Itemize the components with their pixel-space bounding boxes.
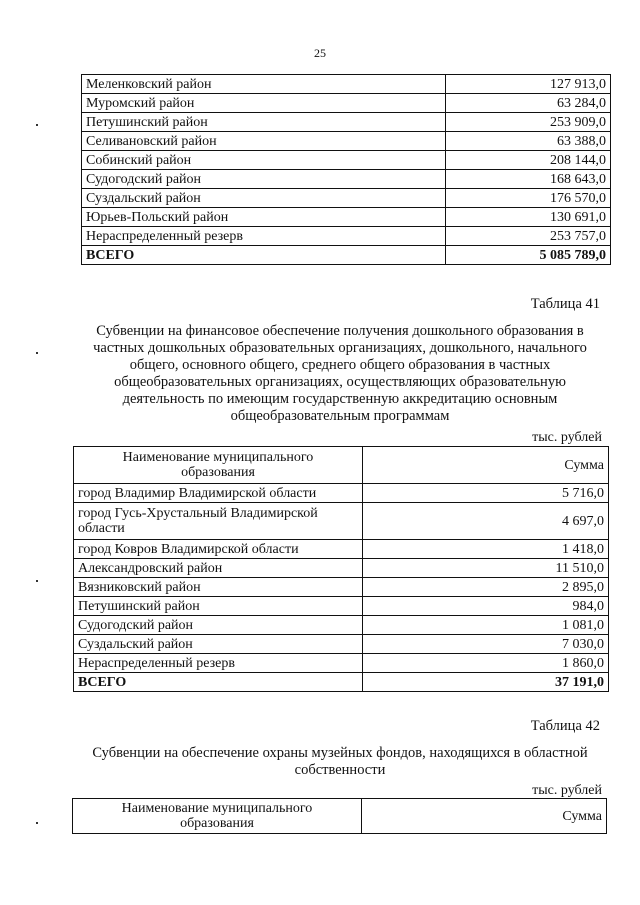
table-41-caption — [60, 323, 620, 425]
row-name: Петушинский район — [74, 597, 363, 616]
scan-speck — [36, 580, 38, 582]
row-name: город Ковров Владимирской области — [74, 540, 363, 559]
table-row — [82, 94, 611, 113]
row-value: 1 081,0 — [363, 616, 609, 635]
header-line: образования — [180, 816, 254, 831]
caption-line: частных дошкольных образовательных организациях, дошкольного, начального — [93, 340, 587, 356]
row-value: 984,0 — [363, 597, 609, 616]
row-name: Судогодский район — [82, 170, 446, 189]
scan-speck — [36, 352, 38, 354]
row-value: 253 757,0 — [446, 227, 611, 246]
row-value: 63 284,0 — [446, 94, 611, 113]
table-top — [81, 74, 611, 265]
table-row — [74, 503, 609, 540]
table-41 — [73, 446, 609, 692]
scan-speck — [36, 124, 38, 126]
row-name: Суздальский район — [74, 635, 363, 654]
row-value: 127 913,0 — [446, 75, 611, 94]
table-row — [74, 484, 609, 503]
row-name: Петушинский район — [82, 113, 446, 132]
row-value: 2 895,0 — [363, 578, 609, 597]
header-name-column — [74, 447, 363, 484]
caption-line: Субвенции на обеспечение охраны музейных фондов, находящихся в областной — [92, 745, 588, 761]
row-value: 130 691,0 — [446, 208, 611, 227]
caption-line: собственности — [294, 762, 386, 778]
table-header — [74, 447, 609, 484]
table-41-units: тыс. рублей — [532, 430, 602, 445]
row-value: 208 144,0 — [446, 151, 611, 170]
caption-line: общеобразовательных организациях, осуществляющих образовательную — [114, 374, 566, 390]
row-value: 1 418,0 — [363, 540, 609, 559]
row-name: Муромский район — [82, 94, 446, 113]
row-name-line: город Гусь-Хрустальный Владимирской — [78, 506, 318, 521]
row-value: 253 909,0 — [446, 113, 611, 132]
table-41-label: Таблица 41 — [530, 296, 600, 312]
row-value: 7 030,0 — [363, 635, 609, 654]
row-value: 168 643,0 — [446, 170, 611, 189]
table-42-units: тыс. рублей — [532, 783, 602, 798]
row-name: Селивановский район — [82, 132, 446, 151]
table-row — [82, 208, 611, 227]
table-row — [74, 654, 609, 673]
header-line: Наименование муниципального — [122, 450, 314, 465]
row-name: город Владимир Владимирской области — [74, 484, 363, 503]
row-value: 1 860,0 — [363, 654, 609, 673]
row-value: 176 570,0 — [446, 189, 611, 208]
page-number: 25 — [314, 46, 326, 60]
row-value: 5 716,0 — [363, 484, 609, 503]
table-row — [82, 170, 611, 189]
total-row — [82, 246, 611, 265]
table-row — [82, 151, 611, 170]
row-name — [74, 503, 363, 540]
row-name-line: области — [78, 521, 125, 536]
table-row — [74, 578, 609, 597]
total-row — [74, 673, 609, 692]
table-row — [74, 635, 609, 654]
table-row — [82, 132, 611, 151]
caption-line: общеобразовательным программам — [230, 408, 450, 424]
total-value: 5 085 789,0 — [446, 246, 611, 265]
header-line: образования — [181, 465, 255, 480]
row-name: Нераспределенный резерв — [82, 227, 446, 246]
table-42-label: Таблица 42 — [530, 718, 600, 734]
table-42-caption — [60, 745, 620, 779]
row-name: Вязниковский район — [74, 578, 363, 597]
table-row — [74, 559, 609, 578]
header-line: Наименование муниципального — [121, 801, 313, 816]
row-name: Александровский район — [74, 559, 363, 578]
caption-line: общего, основного общего, среднего общего образования в частных — [129, 357, 551, 373]
caption-line: Субвенции на финансовое обеспечение получения дошкольного образования в — [96, 323, 584, 339]
table-row — [82, 227, 611, 246]
table-row — [74, 616, 609, 635]
row-name: Судогодский район — [74, 616, 363, 635]
table-row — [82, 75, 611, 94]
header-sum-column: Сумма — [362, 799, 607, 834]
total-label: ВСЕГО — [74, 673, 363, 692]
row-value: 4 697,0 — [363, 503, 609, 540]
table-row — [74, 597, 609, 616]
header-sum-column: Сумма — [363, 447, 609, 484]
row-name: Юрьев-Польский район — [82, 208, 446, 227]
row-name: Собинский район — [82, 151, 446, 170]
scan-speck — [36, 822, 38, 824]
header-name-column — [73, 799, 362, 834]
total-value: 37 191,0 — [363, 673, 609, 692]
row-name: Суздальский район — [82, 189, 446, 208]
row-value: 63 388,0 — [446, 132, 611, 151]
table-42 — [72, 798, 607, 834]
table-row — [74, 540, 609, 559]
row-name: Меленковский район — [82, 75, 446, 94]
row-name: Нераспределенный резерв — [74, 654, 363, 673]
table-row — [82, 113, 611, 132]
row-value: 11 510,0 — [363, 559, 609, 578]
table-header — [73, 799, 607, 834]
table-row — [82, 189, 611, 208]
total-label: ВСЕГО — [82, 246, 446, 265]
caption-line: деятельность по имеющим государственную аккредитацию основным — [122, 391, 558, 407]
